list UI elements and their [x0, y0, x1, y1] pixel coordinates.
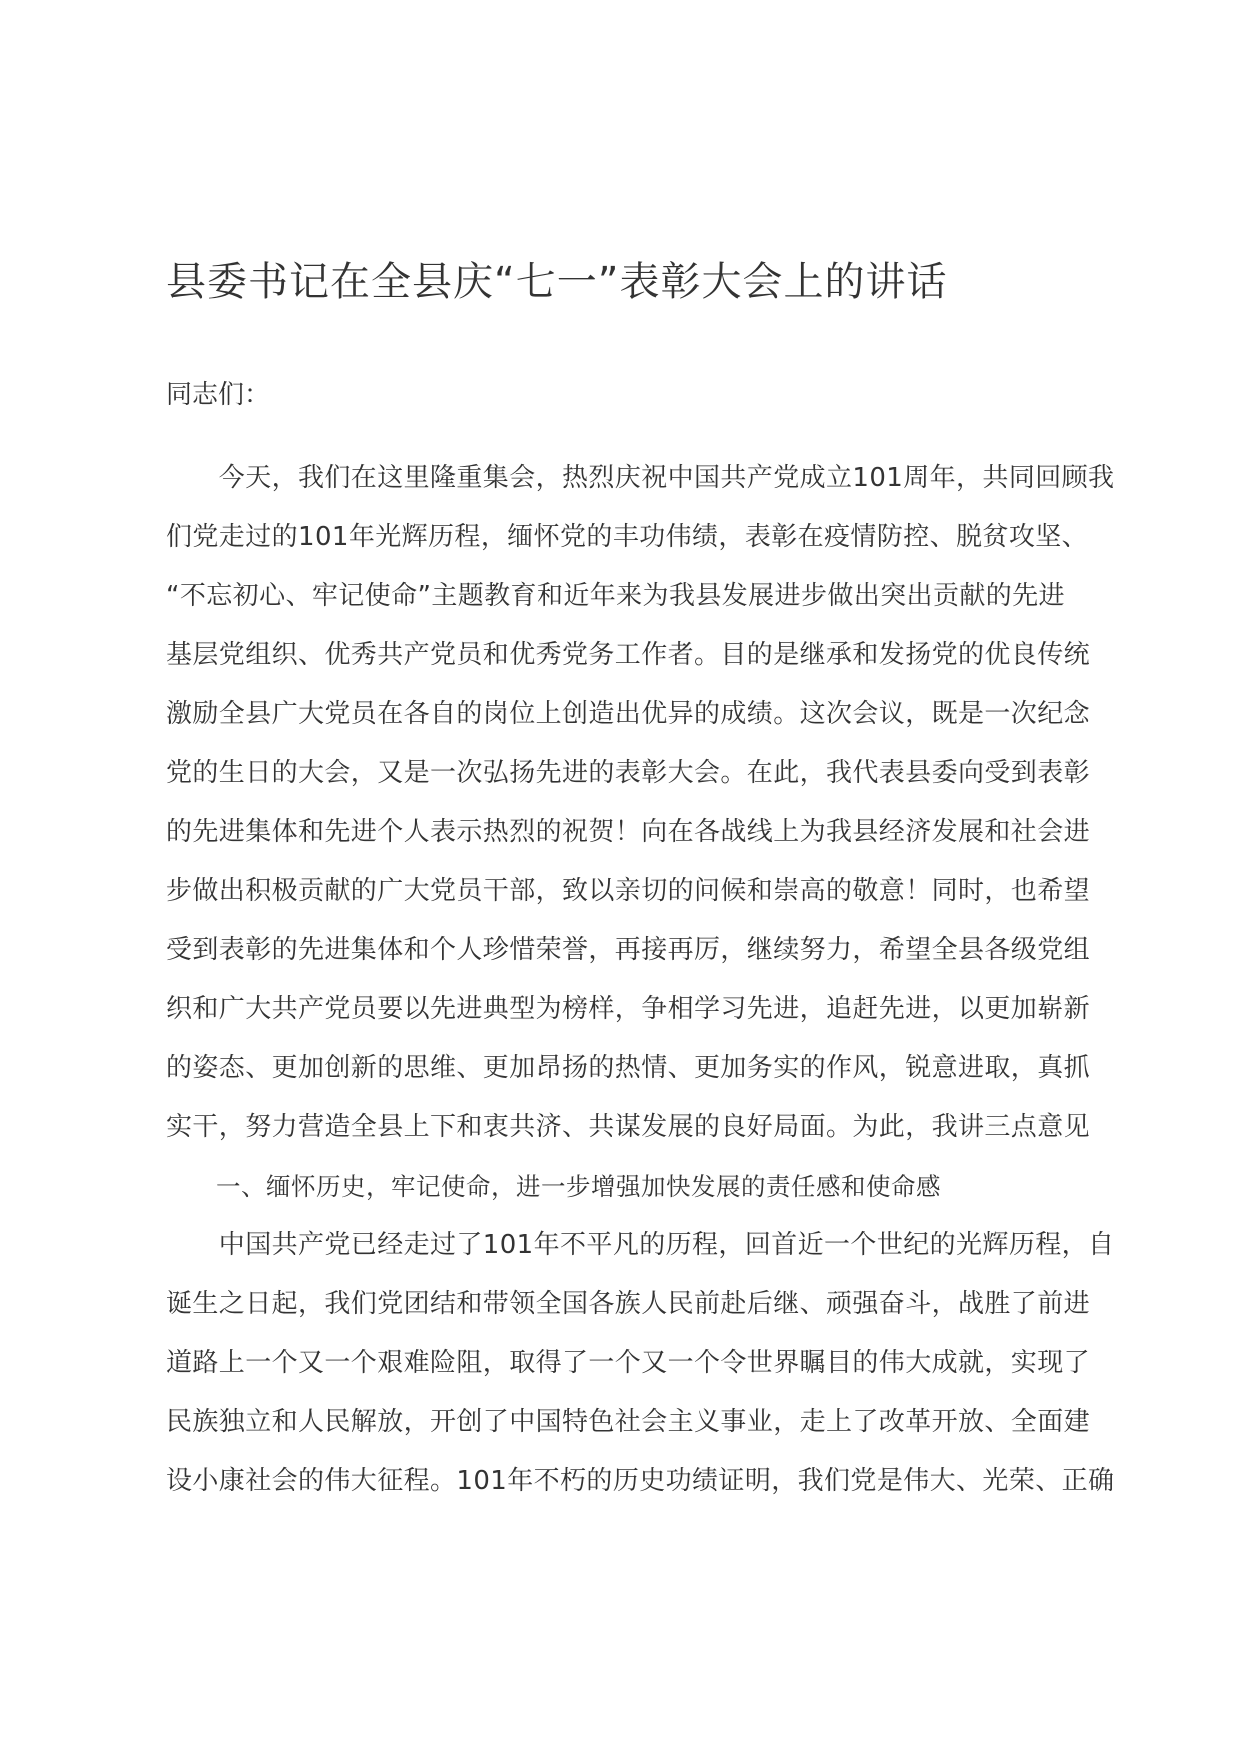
text-line: 党的生日的大会，又是一次弘扬先进的表彰大会。在此，我代表县委向受到表彰	[166, 758, 1091, 788]
text-line: “不忘初心、牢记使命”主题教育和近年来为我县发展进步做出突出贡献的先进	[166, 581, 1065, 611]
text-line: 们党走过的101年光辉历程，缅怀党的丰功伟绩，表彰在疫情防控、脱贫攻坚、	[166, 522, 1089, 552]
section-heading: 一、缅怀历史，牢记使命，进一步增强加快发展的责任感和使命感	[166, 1172, 941, 1201]
document-title: 县委书记在全县庆“七一”表彰大会上的讲话	[166, 259, 948, 305]
text-line: 中国共产党已经走过了101年不平凡的历程，回首近一个世纪的光辉历程，自	[166, 1230, 1115, 1260]
text-line: 诞生之日起，我们党团结和带领全国各族人民前赴后继、顽强奋斗，战胜了前进	[166, 1289, 1091, 1319]
text-line: 设小康社会的伟大征程。101年不朽的历史功绩证明，我们党是伟大、光荣、正确	[166, 1466, 1115, 1496]
text-line: 步做出积极贡献的广大党员干部，致以亲切的问候和崇高的敬意！同时，也希望	[166, 876, 1091, 906]
speech-body	[166, 456, 1115, 1518]
salutation: 同志们：	[166, 380, 271, 410]
text-line: 实干，努力营造全县上下和衷共济、共谋发展的良好局面。为此，我讲三点意见	[166, 1112, 1091, 1142]
text-line: 织和广大共产党员要以先进典型为榜样，争相学习先进，追赶先进，以更加崭新	[166, 994, 1091, 1024]
text-line: 道路上一个又一个艰难险阻，取得了一个又一个令世界瞩目的伟大成就，实现了	[166, 1348, 1091, 1378]
text-line: 民族独立和人民解放，开创了中国特色社会主义事业，走上了改革开放、全面建	[166, 1407, 1091, 1437]
text-line: 的姿态、更加创新的思维、更加昂扬的热情、更加务实的作风，锐意进取，真抓	[166, 1053, 1091, 1083]
text-line: 受到表彰的先进集体和个人珍惜荣誉，再接再厉，继续努力，希望全县各级党组	[166, 935, 1091, 965]
text-line: 基层党组织、优秀共产党员和优秀党务工作者。目的是继承和发扬党的优良传统	[166, 640, 1091, 670]
text-line: 的先进集体和先进个人表示热烈的祝贺！向在各战线上为我县经济发展和社会进	[166, 817, 1091, 847]
text-line: 激励全县广大党员在各自的岗位上创造出优异的成绩。这次会议，既是一次纪念	[166, 699, 1091, 729]
text-line: 今天，我们在这里隆重集会，热烈庆祝中国共产党成立101周年，共同回顾我	[166, 463, 1115, 493]
